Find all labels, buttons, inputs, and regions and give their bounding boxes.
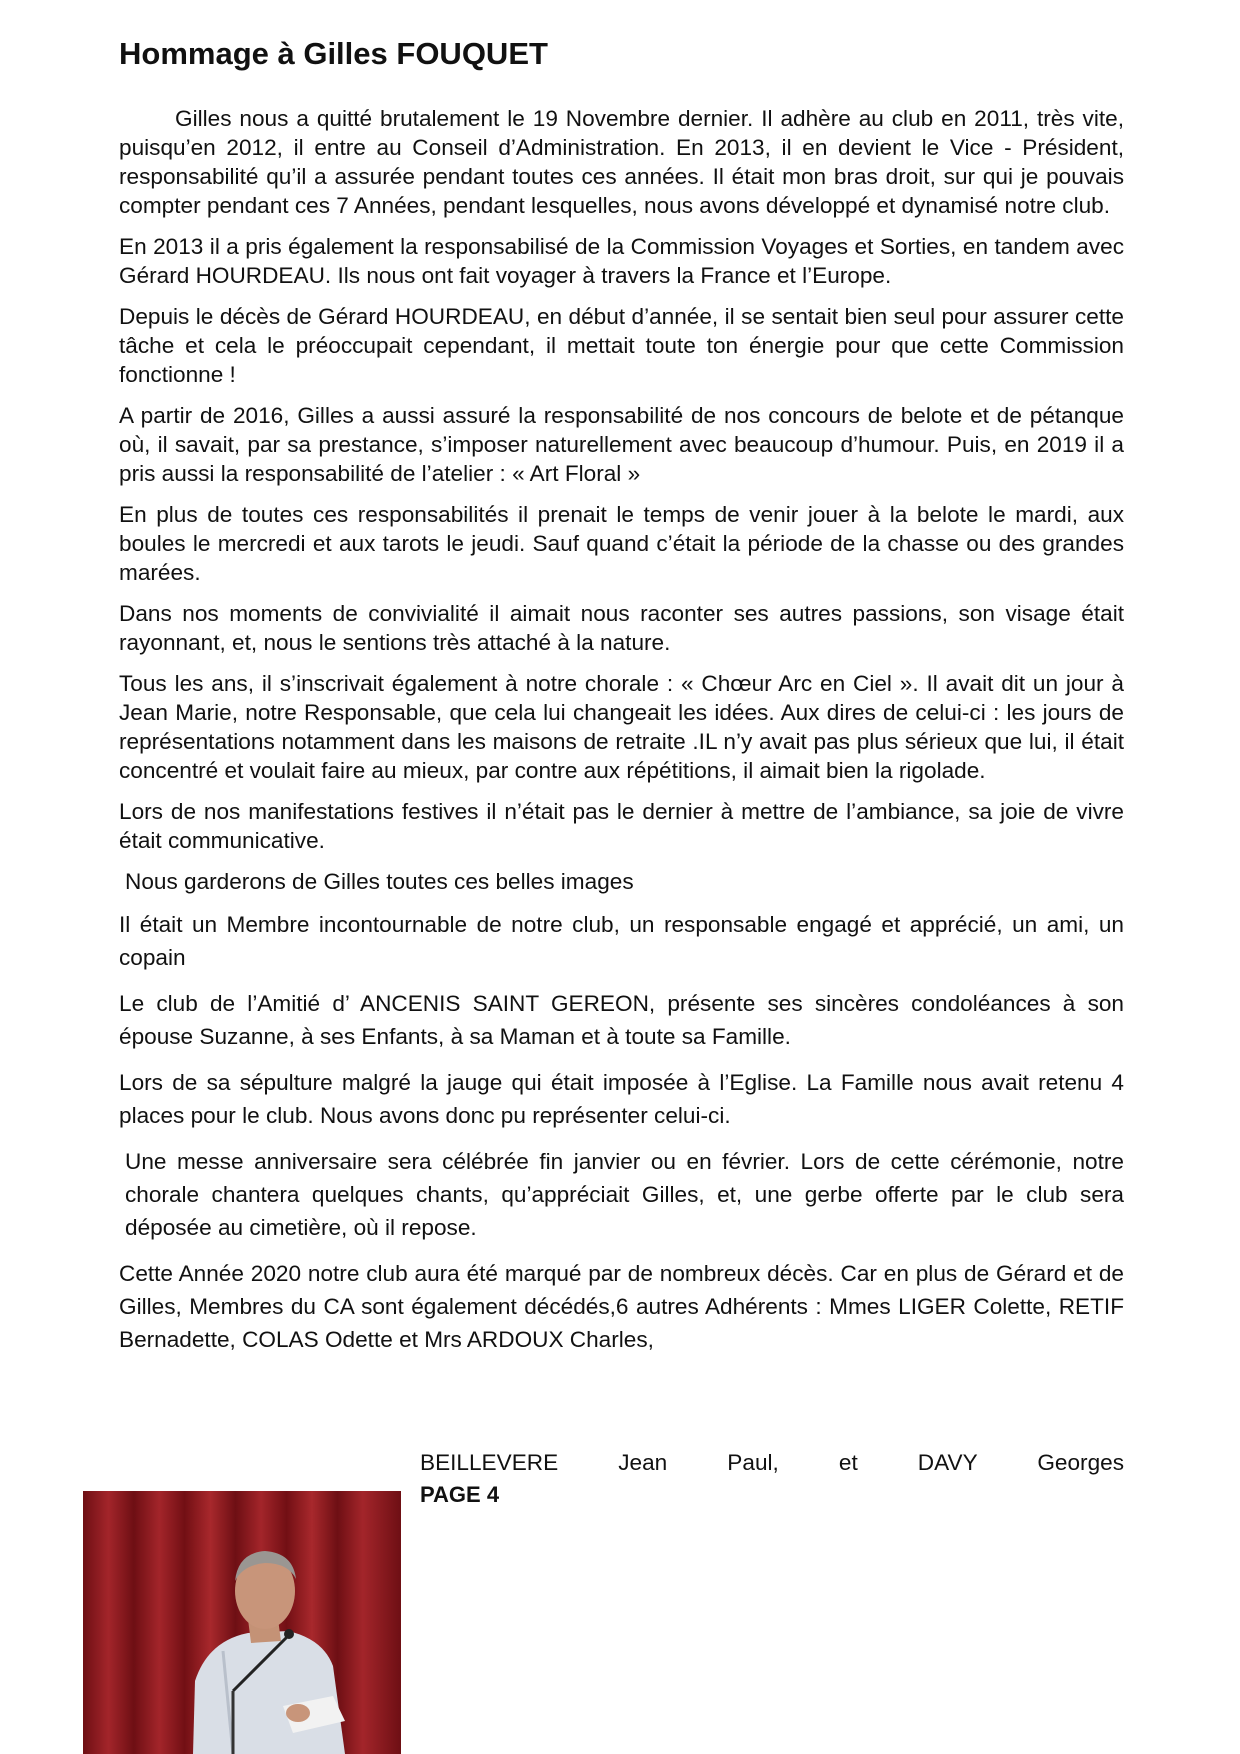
article-body — [119, 104, 1124, 1369]
paragraph-passions: Dans nos moments de convivialité il aimait nous raconter ses autres passions, son visage était rayonnant, et, nous le sentions très attaché à la nature. — [119, 601, 1124, 655]
paragraph-travel: En 2013 il a pris également la responsabilisé de la Commission Voyages et Sorties, en tandem avec Gérard HOURDEAU. Ils nous ont fait voyager à travers la France et l’Europe. — [119, 234, 1124, 288]
paragraph-condolences: Le club de l’Amitié d’ ANCENIS SAINT GEREON, présente ses sincères condoléances à son épouse Suzanne, à ses Enfants, à sa Maman et à toute sa Famille. — [119, 991, 1124, 1049]
paragraph-commission: Depuis le décès de Gérard HOURDEAU, en début d’année, il se sentait bien seul pour assurer cette tâche et cela le préoccupait cependant, il mettait toute ton énergie pour que cette Commission fonctionne ! — [119, 304, 1124, 387]
paragraph-belote: A partir de 2016, Gilles a aussi assuré la responsabilité de nos concours de belote et de pétanque où, il savait, par sa prestance, s’imposer naturellement avec beaucoup d’humour. Puis, en 2019 il a pris aussi la responsabilité de l’atelier : « Art Floral » — [119, 403, 1124, 486]
paragraph-funeral: Lors de sa sépulture malgré la jauge qui était imposée à l’Eglise. La Famille nous avait retenu 4 places pour le club. Nous avons donc pu représenter celui-ci. — [119, 1070, 1124, 1128]
page-title: Hommage à Gilles FOUQUET — [119, 36, 548, 71]
paragraph-mass: Une messe anniversaire sera célébrée fin janvier ou en février. Lors de cette cérémonie, notre chorale chantera quelques chants, qu’appréciait Gilles, et, une gerbe offerte par le club sera déposée au cimetière, où il repose. — [125, 1149, 1124, 1240]
paragraph-festivities: Lors de nos manifestations festives il n’était pas le dernier à mettre de l’ambiance, sa joie de vivre était communicative. — [119, 799, 1124, 853]
paragraph-chorale: Tous les ans, il s’inscrivait également à notre chorale : « Chœur Arc en Ciel ». Il avait dit un jour à Jean Marie, notre Responsable, que cela lui changeait les idées. Aux dires de celui-ci : les jours de représentations notamment dans les maisons de retraite .IL n’y avait pas plus sérieux que lui, il était concentré et voulait faire au mieux, par contre aux répétitions, il aimait bien la rigolade. — [119, 671, 1124, 783]
paragraph-member: Il était un Membre incontournable de notre club, un responsable engagé et apprécié, un ami, un copain — [119, 912, 1124, 970]
paragraph-deaths-continued: BEILLEVERE Jean Paul, et DAVY Georges — [420, 1450, 1124, 1475]
speaker-photo — [83, 1491, 401, 1754]
paragraph-activities: En plus de toutes ces responsabilités il prenait le temps de venir jouer à la belote le mardi, aux boules le mercredi et aux tarots le jeudi. Sauf quand c’était la période de la chasse ou des grandes marées. — [119, 502, 1124, 585]
paragraph-intro: Gilles nous a quitté brutalement le 19 Novembre dernier. Il adhère au club en 2011, très vite, puisqu’en 2012, il entre au Conseil d’Administration. En 2013, il en devient le Vice - Président, responsabilité qu’il a assurée pendant toutes ces années. Il était mon bras droit, sur qui je pouvais compter pendant ces 7 Années, pendant lesquelles, nous avons développé et dynamisé notre club. — [119, 106, 1124, 218]
paragraph-deaths: Cette Année 2020 notre club aura été marqué par de nombreux décès. Car en plus de Gérard et de Gilles, Membres du CA sont également décédés,6 autres Adhérents : Mmes LIGER Colette, RETIF Bernadette, COLAS Odette et Mrs ARDOUX Charles, — [119, 1261, 1124, 1352]
page-number: PAGE 4 — [420, 1482, 500, 1507]
paragraph-memories: Nous garderons de Gilles toutes ces belles images — [125, 869, 634, 894]
